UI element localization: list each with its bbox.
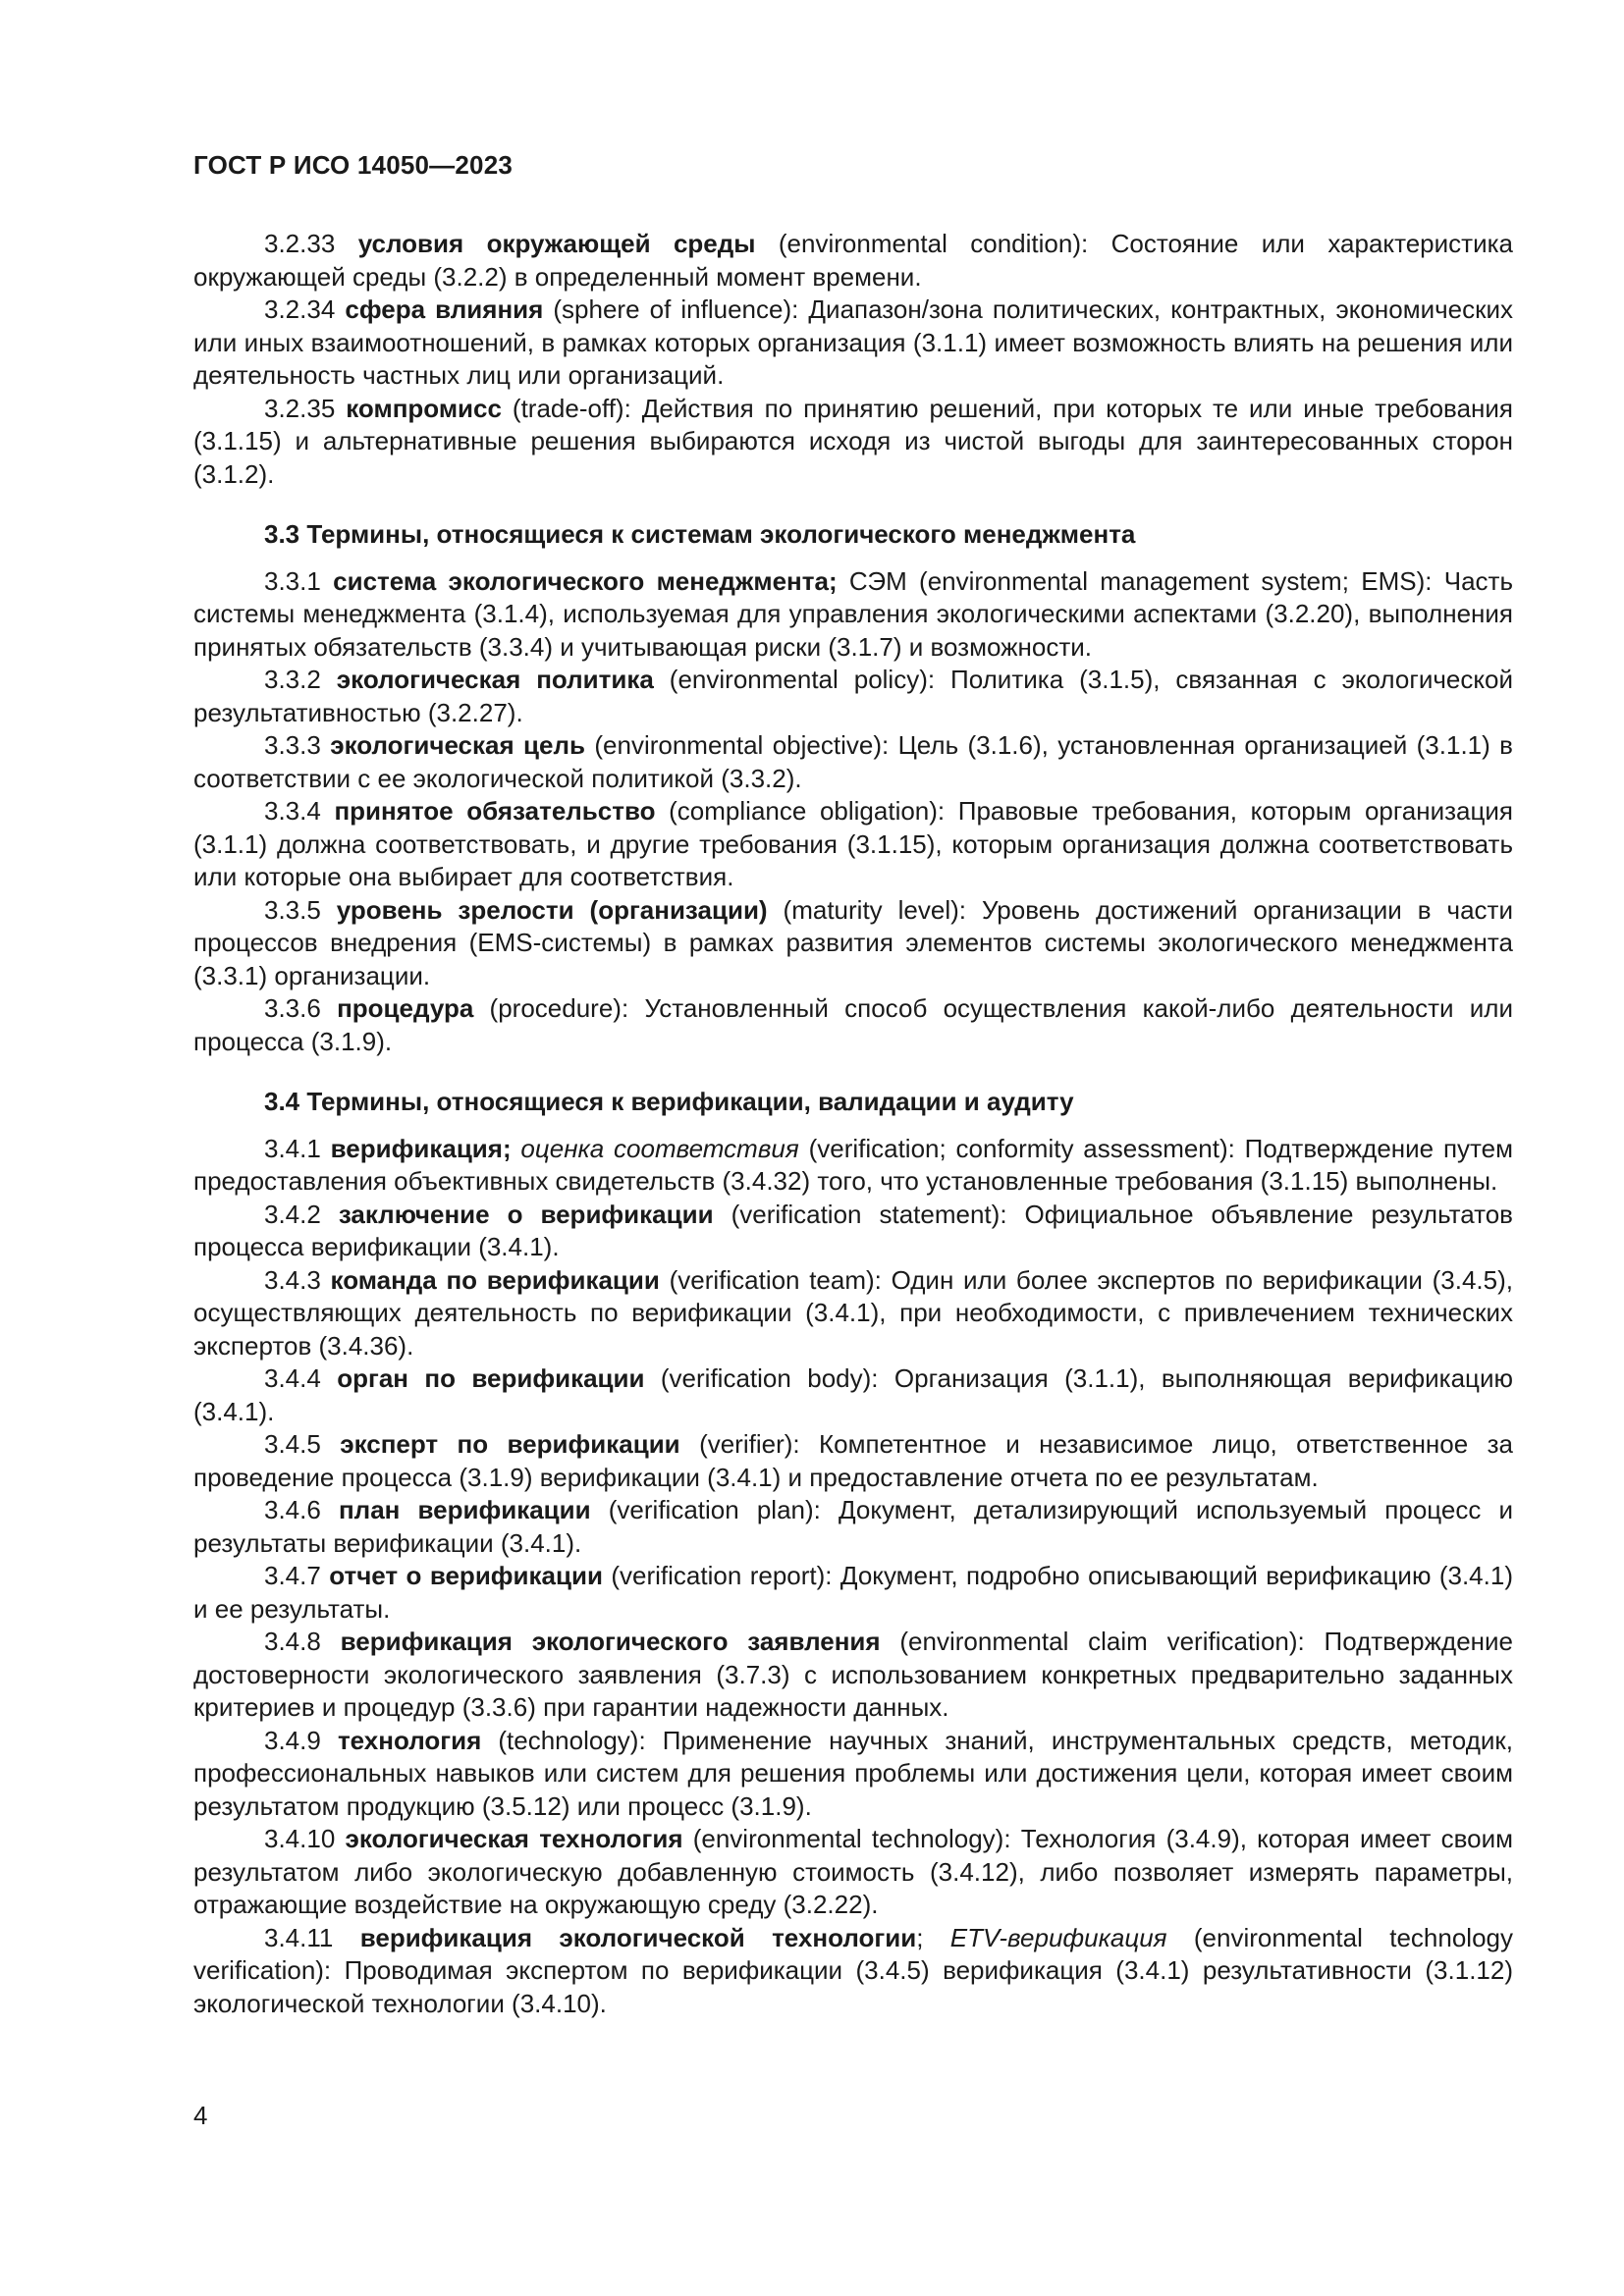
term-definition: (verification plan): Документ, детализирующий используемый процесс и результаты верификации (3.4.1). [193,1495,1513,1558]
term-entry [193,1560,1513,1626]
term-separator: ; [916,1922,950,1952]
term-number: 3.2.35 [264,393,336,423]
term-name: компромисс [346,393,502,423]
term-definition: (environmental claim verification): Подтверждение достоверности экологического заявления (3.7.3) с использованием конкретных предварительно заданных критериев и процедур (3.3.6) при гарантии надежности данных. [193,1627,1514,1722]
entries-group-3-3 [193,565,1513,1059]
term-entry [193,664,1513,729]
term-name: экологическая технология [345,1824,683,1853]
section-heading-3-4: 3.4 Термины, относящиеся к верификации, валидации и аудиту [264,1087,1074,1116]
term-name: команда по верификации [330,1264,660,1295]
term-number: 3.2.34 [264,294,336,324]
term-entry [193,1199,1513,1264]
term-definition: (verification report): Документ, подробно описывающий верификацию (3.4.1) и ее результаты. [193,1561,1513,1624]
term-definition: (sphere of influence): Диапазон/зона политических, контрактных, экономических или иных взаимоотношений, в рамках которых организация (3.1.1) имеет возможность влиять на решения или деятельность частных лиц или организаций. [193,294,1513,390]
term-definition: (environmental condition): Состояние или характеристика окружающей среды (3.2.2) в определенный момент времени. [193,229,1513,292]
term-definition: (trade-off): Действия по принятию решений, при которых те или иные требования (3.1.15) и альтернативные решения выбираются исходя из чистой выгоды для заинтересованных сторон (3.1.2). [193,393,1513,489]
term-definition: (verification; conformity assessment): Подтверждение путем предоставления объективных свидетельств (3.4.32) того, что установленные требования (3.1.15) выполнены. [193,1133,1513,1196]
term-separator [512,1134,521,1163]
term-entry [193,729,1513,795]
term-definition: (verification body): Организация (3.1.1), выполняющая верификацию (3.4.1). [193,1363,1513,1426]
term-number: 3.4.5 [264,1429,321,1459]
term-entry [193,1823,1513,1922]
page-number: 4 [193,2101,208,2130]
term-name: условия окружающей среды [357,229,756,258]
document-header: ГОСТ Р ИСО 14050—2023 [193,150,514,180]
term-number: 3.3.2 [264,665,321,694]
entries-group-3-4 [193,1133,1513,2021]
term-number: 3.4.4 [264,1363,321,1393]
term-name: план верификации [338,1495,591,1524]
term-entry [193,992,1513,1058]
term-name: процедура [337,993,474,1023]
term-entry [193,894,1513,993]
term-definition: (procedure): Установленный способ осуществления какой-либо деятельности или процесса (3.1.9). [193,993,1513,1056]
term-name: отчет о верификации [329,1561,603,1590]
term-number: 3.4.2 [264,1199,321,1229]
term-number: 3.3.6 [264,993,321,1023]
entries-group-3-2 [193,228,1513,491]
term-name: экологическая политика [336,665,654,694]
term-name: экологическая цель [330,730,585,760]
term-alt-name: оценка соответствия [520,1133,799,1163]
term-number: 3.4.1 [264,1133,321,1163]
term-entry [193,1428,1513,1494]
term-number: 3.3.5 [264,894,321,925]
term-definition: (environmental policy): Политика (3.1.5), связанная с экологической результативностью (3.2.27). [193,665,1513,727]
term-definition: СЭМ (environmental management system; EMS): Часть системы менеджмента (3.1.4), используемая для управления экологическими аспектами (3.2.20), выполнения принятых обязательств (3.3.4) и учитывающая риски (3.1.7) и возможности. [193,565,1513,662]
term-name: эксперт по верификации [340,1429,680,1459]
term-name: технология [337,1725,482,1755]
term-definition: (compliance obligation): Правовые требования, которым организация (3.1.1) должна соответствовать, и другие требования (3.1.15), которым организация должна соответствовать или которые она выбирает для соответствия. [193,796,1513,891]
term-definition: (technology): Применение научных знаний, инструментальных средств, методик, профессиональных навыков или систем для решения проблемы или достижения цели, которая имеет своим результатом продукцию (3.5.12) или процесс (3.1.9). [193,1725,1513,1821]
term-definition: (environmental technology): Технология (3.4.9), которая имеет своим результатом либо экологическую добавленную стоимость (3.4.12), либо позволяет измерять параметры, отражающие воздействие на окружающую среду (3.2.22). [193,1824,1513,1919]
term-definition: (environmental objective): Цель (3.1.6), установленная организацией (3.1.1) в соответствии с ее экологической политикой (3.3.2). [193,730,1513,793]
term-number: 3.4.10 [264,1824,336,1853]
term-entry [193,795,1513,894]
term-alt-name: ETV-верификация [949,1922,1167,1952]
term-name: верификация экологической технологии [359,1922,917,1952]
document-content [193,228,1513,2020]
term-entry [193,1494,1513,1560]
term-name: уровень зрелости (организации) [336,894,768,925]
term-name: верификация; [330,1133,512,1163]
term-number: 3.4.7 [264,1561,321,1590]
term-number: 3.3.3 [264,730,321,760]
term-definition: (maturity level): Уровень достижений организации в части процессов внедрения (EMS-системы) в рамках развития элементов системы экологического менеджмента (3.3.1) организации. [193,894,1513,990]
term-entry [193,1922,1513,2021]
term-entry [193,1362,1513,1428]
section-heading-3-3: 3.3 Термины, относящиеся к системам экологического менеджмента [264,519,1136,549]
term-number: 3.3.4 [264,796,321,826]
term-entry [193,1264,1513,1363]
term-entry [193,393,1513,492]
term-entry [193,1626,1513,1725]
term-entry [193,228,1513,294]
term-number: 3.4.11 [264,1922,334,1952]
term-name: принятое обязательство [334,796,656,826]
term-number: 3.4.8 [264,1627,321,1656]
term-definition: (environmental technology verification): Проводимая экспертом по верификации (3.4.5) верификация (3.4.1) результативности (3.1.12) экологической технологии (3.4.10). [193,1922,1513,2018]
term-name: верификация экологического заявления [340,1627,881,1656]
term-number: 3.2.33 [264,229,336,258]
term-number: 3.4.9 [264,1725,321,1755]
term-number: 3.3.1 [264,565,321,596]
term-entry [193,1133,1513,1199]
term-entry [193,294,1513,393]
term-entry [193,565,1513,665]
term-name: орган по верификации [337,1363,645,1393]
term-definition: (verification statement): Официальное объявление результатов процесса верификации (3.4.1). [193,1199,1513,1261]
term-name: сфера влияния [345,294,544,324]
term-entry [193,1725,1513,1824]
term-name: заключение о верификации [338,1199,714,1229]
term-definition: (verification team): Один или более экспертов по верификации (3.4.5), осуществляющих деятельность по верификации (3.4.1), при необходимости, с привлечением технических экспертов (3.4.36). [193,1264,1513,1361]
term-number: 3.4.3 [264,1264,321,1295]
term-number: 3.4.6 [264,1495,321,1524]
term-name: система экологического менеджмента; [333,565,838,596]
term-definition: (verifier): Компетентное и независимое лицо, ответственное за проведение процесса (3.1.9) верификации (3.4.1) и предоставление отчета по ее результатам. [193,1429,1513,1492]
